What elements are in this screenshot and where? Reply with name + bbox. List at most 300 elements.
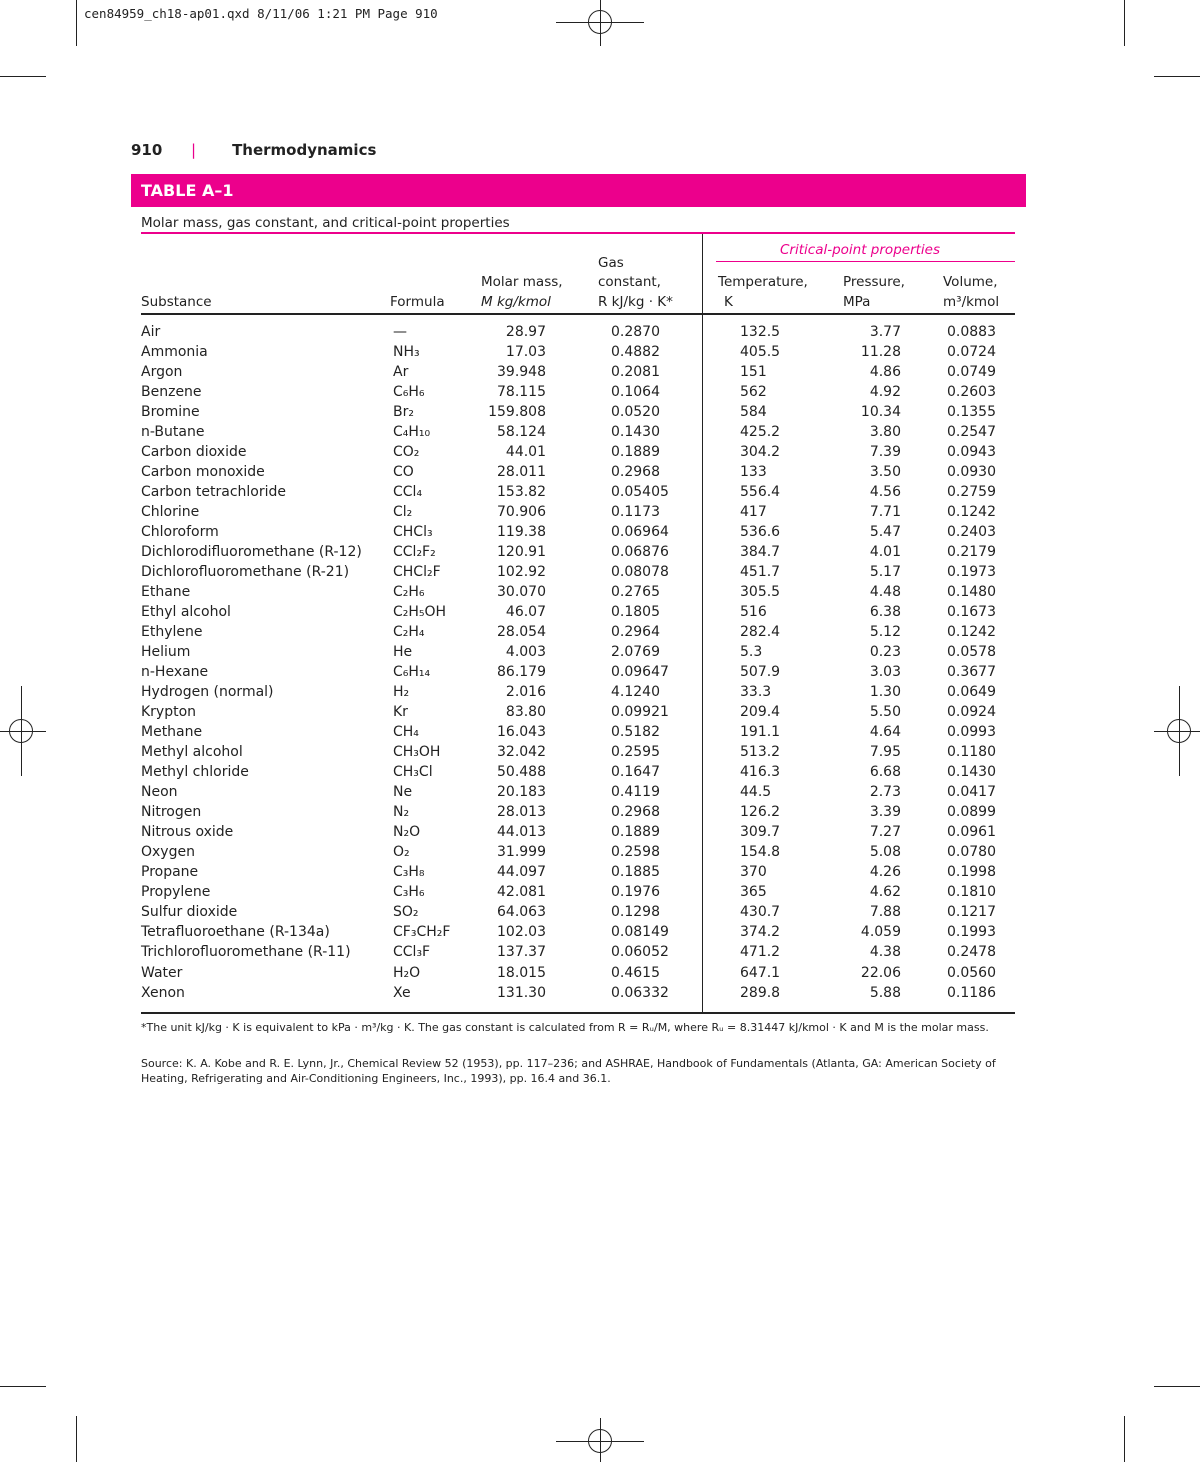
cell-gas-constant: 0.1064 [611, 384, 660, 401]
cell-molar-mass: 102.03 [497, 924, 546, 941]
cell-volume: 0.2603 [947, 384, 996, 401]
crop-mark-bottom-left-v [76, 1416, 77, 1462]
cell-substance: Ethane [141, 584, 191, 601]
header-molar-mass-2: M kg/kmol [481, 294, 551, 310]
cell-temperature: 5.3 [740, 644, 763, 661]
header-molar-mass-1: Molar mass, [481, 274, 563, 290]
crop-mark-bottom-right-v [1124, 1416, 1125, 1462]
table-body [141, 322, 1021, 1003]
cell-volume: 0.0560 [947, 964, 996, 981]
crop-mark-bottom-left-h [0, 1386, 46, 1387]
table-row [141, 702, 1021, 722]
table-footnote: *The unit kJ/kg · K is equivalent to kPa · m³/kg · K. The gas constant is calculated from R = Rᵤ/M, where Rᵤ = 8.31447 kJ/kmol · K and M is the molar mass. [141, 1021, 989, 1034]
cell-volume: 0.1217 [947, 904, 996, 921]
cell-volume: 0.2403 [947, 524, 996, 541]
table-source: Source: K. A. Kobe and R. E. Lynn, Jr., Chemical Review 52 (1953), pp. 117–236; and ASHRAE, Handbook of Fundamentals (Atlanta, GA: American Society of Heating, Refrigerating and Air-Conditioning Engineers, Inc., 1993), pp. 16.4 and 36.1. [141, 1057, 996, 1085]
cell-gas-constant: 0.06332 [611, 984, 669, 1001]
cell-gas-constant: 0.08149 [611, 924, 669, 941]
cell-molar-mass: 4.003 [505, 644, 546, 661]
cell-gas-constant: 0.0520 [611, 404, 660, 421]
cell-gas-constant: 0.4882 [611, 344, 660, 361]
cell-volume: 0.0724 [947, 344, 996, 361]
cell-formula: CO [393, 464, 414, 481]
cell-gas-constant: 0.09647 [611, 664, 669, 681]
cell-volume: 0.1973 [947, 564, 996, 581]
cell-gas-constant: 0.2968 [611, 464, 660, 481]
cell-gas-constant: 0.2598 [611, 844, 660, 861]
table-row [141, 542, 1021, 562]
cell-pressure: 3.03 [869, 664, 901, 681]
cell-formula: Kr [393, 704, 408, 721]
cell-formula: CH₃OH [393, 744, 441, 761]
cell-gas-constant: 0.1647 [611, 764, 660, 781]
cell-molar-mass: 44.097 [497, 864, 546, 881]
cell-substance: Methane [141, 724, 203, 741]
table-row [141, 482, 1021, 502]
cell-volume: 0.2759 [947, 484, 996, 501]
cell-temperature: 513.2 [740, 744, 781, 761]
cell-temperature: 365 [740, 884, 767, 901]
header-gas-1: Gas [598, 255, 624, 271]
table-row [141, 802, 1021, 822]
header-gas-3: R kJ/kg · K* [598, 294, 673, 310]
table-row [141, 922, 1021, 942]
cell-formula: C₆H₆ [393, 384, 425, 401]
cell-substance: Neon [141, 784, 178, 801]
cell-temperature: 584 [740, 404, 767, 421]
cell-pressure: 2.73 [869, 784, 901, 801]
cell-formula: CF₃CH₂F [393, 924, 451, 941]
header-temperature-2: K [724, 294, 733, 310]
page-title: Thermodynamics [232, 141, 377, 159]
cell-temperature: 191.1 [740, 724, 781, 741]
cell-substance: n-Hexane [141, 664, 209, 681]
crop-mark-top-right-h [1154, 76, 1200, 77]
table-row [141, 342, 1021, 362]
table-row [141, 502, 1021, 522]
cell-volume: 0.0899 [947, 804, 996, 821]
table-label: TABLE A–1 [141, 181, 234, 200]
cell-volume: 0.0749 [947, 364, 996, 381]
cell-formula: C₃H₆ [393, 884, 425, 901]
cell-gas-constant: 0.1889 [611, 824, 660, 841]
cell-molar-mass: 2.016 [505, 684, 546, 701]
cell-pressure: 7.39 [869, 444, 901, 461]
cell-temperature: 425.2 [740, 424, 781, 441]
cell-gas-constant: 0.08078 [611, 564, 669, 581]
cell-pressure: 5.88 [869, 984, 901, 1001]
cell-temperature: 516 [740, 604, 767, 621]
cell-temperature: 430.7 [740, 904, 781, 921]
cell-temperature: 416.3 [740, 764, 781, 781]
cell-pressure: 5.08 [869, 844, 901, 861]
cell-temperature: 562 [740, 384, 767, 401]
cell-pressure: 7.95 [869, 744, 901, 761]
cell-formula: C₃H₈ [393, 864, 425, 881]
cell-formula: Xe [393, 984, 411, 1001]
cell-molar-mass: 39.948 [497, 364, 546, 381]
cell-gas-constant: 0.5182 [611, 724, 660, 741]
cell-volume: 0.1998 [947, 864, 996, 881]
cell-molar-mass: 64.063 [497, 904, 546, 921]
cell-substance: Bromine [141, 404, 200, 421]
cell-formula: H₂ [393, 684, 410, 701]
cell-volume: 0.1993 [947, 924, 996, 941]
cell-volume: 0.1180 [947, 744, 996, 761]
cell-formula: C₄H₁₀ [393, 424, 431, 441]
table-row [141, 983, 1021, 1003]
cell-volume: 0.0417 [947, 784, 996, 801]
cell-formula: SO₂ [393, 904, 419, 921]
cell-pressure: 1.30 [869, 684, 901, 701]
cell-pressure: 7.88 [869, 904, 901, 921]
cell-pressure: 6.68 [869, 764, 901, 781]
cell-substance: Air [141, 324, 161, 340]
cell-molar-mass: 28.054 [497, 624, 546, 641]
cell-volume: 0.1242 [947, 504, 996, 521]
cell-pressure: 3.77 [869, 324, 901, 340]
table-row [141, 402, 1021, 422]
cell-temperature: 471.2 [740, 944, 781, 961]
cell-temperature: 556.4 [740, 484, 781, 501]
cell-gas-constant: 0.1805 [611, 604, 660, 621]
cell-gas-constant: 0.2595 [611, 744, 660, 761]
critical-point-underline [716, 261, 1015, 262]
cell-gas-constant: 0.05405 [611, 484, 669, 501]
page-number: 910 [131, 141, 163, 159]
header-divider: | [191, 141, 197, 159]
cell-pressure: 3.80 [869, 424, 901, 441]
cell-formula: C₂H₅OH [393, 604, 447, 621]
cell-substance: Chlorine [141, 504, 200, 521]
cell-substance: Tetrafluoroethane (R-134a) [141, 924, 330, 941]
cell-pressure: 7.27 [869, 824, 901, 841]
cell-molar-mass: 58.124 [497, 424, 546, 441]
cell-temperature: 126.2 [740, 804, 781, 821]
cell-pressure: 5.50 [869, 704, 901, 721]
table-row [141, 422, 1021, 442]
cell-molar-mass: 44.01 [505, 444, 546, 461]
cell-pressure: 4.62 [869, 884, 901, 901]
cell-molar-mass: 17.03 [505, 344, 546, 361]
cell-molar-mass: 102.92 [497, 564, 546, 581]
cell-substance: Carbon tetrachloride [141, 484, 286, 501]
cell-pressure: 4.059 [860, 924, 901, 941]
cell-molar-mass: 119.38 [497, 524, 546, 541]
crop-mark-top-right-v [1124, 0, 1125, 46]
cell-gas-constant: 0.06052 [611, 944, 669, 961]
cell-volume: 0.3677 [947, 664, 996, 681]
cell-substance: Dichlorofluoromethane (R-21) [141, 564, 350, 581]
table-row [141, 742, 1021, 762]
cell-molar-mass: 16.043 [497, 724, 546, 741]
cell-gas-constant: 0.2081 [611, 364, 660, 381]
cell-substance: Sulfur dioxide [141, 904, 238, 921]
cell-formula: C₂H₆ [393, 584, 425, 601]
critical-point-title: Critical-point properties [780, 242, 940, 258]
cell-molar-mass: 20.183 [497, 784, 546, 801]
registration-mark-right-h [1154, 731, 1200, 732]
cell-molar-mass: 131.30 [497, 984, 546, 1001]
cell-gas-constant: 0.2968 [611, 804, 660, 821]
cell-volume: 0.0883 [947, 324, 996, 340]
table-row [141, 362, 1021, 382]
table-row [141, 622, 1021, 642]
cell-formula: Cl₂ [393, 504, 413, 521]
cell-molar-mass: 83.80 [505, 704, 546, 721]
cell-gas-constant: 0.2964 [611, 624, 660, 641]
registration-mark-right-v [1179, 686, 1180, 776]
table-row [141, 722, 1021, 742]
cell-formula: NH₃ [393, 344, 420, 361]
cell-volume: 0.0780 [947, 844, 996, 861]
cell-pressure: 4.26 [869, 864, 901, 881]
crop-mark-bottom-right-h [1154, 1386, 1200, 1387]
cell-molar-mass: 31.999 [497, 844, 546, 861]
cell-molar-mass: 153.82 [497, 484, 546, 501]
cell-formula: Ne [393, 784, 413, 801]
table-row [141, 963, 1021, 983]
cell-temperature: 33.3 [740, 684, 772, 701]
cell-pressure: 22.06 [860, 964, 901, 981]
cell-temperature: 309.7 [740, 824, 781, 841]
table-label-banner [131, 174, 1026, 207]
cell-substance: Ethyl alcohol [141, 604, 231, 621]
cell-substance: Hydrogen (normal) [141, 684, 274, 701]
cell-substance: Argon [141, 364, 183, 381]
cell-temperature: 507.9 [740, 664, 781, 681]
table-row [141, 602, 1021, 622]
cell-pressure: 7.71 [869, 504, 901, 521]
cell-volume: 0.2478 [947, 944, 996, 961]
table-row [141, 882, 1021, 902]
cell-molar-mass: 70.906 [497, 504, 546, 521]
cell-volume: 0.0930 [947, 464, 996, 481]
cell-molar-mass: 28.97 [505, 324, 546, 340]
cell-volume: 0.0578 [947, 644, 996, 661]
cell-gas-constant: 0.09921 [611, 704, 669, 721]
cell-gas-constant: 0.4615 [611, 964, 660, 981]
cell-gas-constant: 0.06964 [611, 524, 669, 541]
cell-temperature: 282.4 [740, 624, 781, 641]
cell-molar-mass: 30.070 [497, 584, 546, 601]
cell-gas-constant: 0.2870 [611, 324, 660, 340]
cell-temperature: 304.2 [740, 444, 781, 461]
table-bottom-rule [141, 1012, 1015, 1014]
cell-substance: Carbon dioxide [141, 444, 247, 461]
cell-formula: CCl₄ [393, 484, 423, 501]
cell-gas-constant: 0.1298 [611, 904, 660, 921]
cell-molar-mass: 32.042 [497, 744, 546, 761]
cell-temperature: 647.1 [740, 964, 781, 981]
cell-substance: Propane [141, 864, 199, 881]
cell-substance: Ammonia [141, 344, 208, 361]
cell-substance: Krypton [141, 704, 197, 721]
table-row [141, 562, 1021, 582]
table-row [141, 662, 1021, 682]
cell-pressure: 5.17 [869, 564, 901, 581]
cell-temperature: 384.7 [740, 544, 781, 561]
cell-formula: CHCl₂F [393, 564, 441, 581]
cell-molar-mass: 137.37 [497, 944, 546, 961]
cell-temperature: 209.4 [740, 704, 781, 721]
cell-substance: Chloroform [141, 524, 219, 541]
cell-molar-mass: 42.081 [497, 884, 546, 901]
table-row [141, 442, 1021, 462]
cell-formula: Br₂ [393, 404, 414, 421]
cell-pressure: 5.12 [869, 624, 901, 641]
cell-temperature: 132.5 [740, 324, 781, 340]
cell-gas-constant: 2.0769 [611, 644, 660, 661]
page-header [131, 141, 376, 159]
cell-molar-mass: 28.011 [497, 464, 546, 481]
cell-pressure: 3.50 [869, 464, 901, 481]
cell-volume: 0.1242 [947, 624, 996, 641]
cell-gas-constant: 0.1889 [611, 444, 660, 461]
cell-molar-mass: 159.808 [488, 404, 546, 421]
cell-pressure: 4.01 [869, 544, 901, 561]
cell-pressure: 11.28 [860, 344, 901, 361]
cell-formula: He [393, 644, 413, 661]
cell-substance: Propylene [141, 884, 211, 901]
cell-substance: Trichlorofluoromethane (R-11) [141, 944, 351, 961]
cell-molar-mass: 78.115 [497, 384, 546, 401]
cell-formula: N₂ [393, 804, 410, 821]
registration-mark-bottom-v [600, 1418, 601, 1462]
cell-temperature: 451.7 [740, 564, 781, 581]
cell-molar-mass: 28.013 [497, 804, 546, 821]
cell-gas-constant: 0.2765 [611, 584, 660, 601]
cell-volume: 0.0961 [947, 824, 996, 841]
cell-substance: Carbon monoxide [141, 464, 265, 481]
header-formula: Formula [390, 294, 445, 310]
cell-pressure: 10.34 [860, 404, 901, 421]
cell-substance: n-Butane [141, 424, 205, 441]
cell-formula: H₂O [393, 964, 421, 981]
cell-gas-constant: 4.1240 [611, 684, 660, 701]
cell-volume: 0.0649 [947, 684, 996, 701]
cell-formula: — [393, 324, 407, 340]
crop-mark-top-left-v [76, 0, 77, 46]
cell-gas-constant: 0.1430 [611, 424, 660, 441]
cell-volume: 0.2547 [947, 424, 996, 441]
cell-formula: CH₃Cl [393, 764, 433, 781]
cell-molar-mass: 120.91 [497, 544, 546, 561]
cell-gas-constant: 0.1976 [611, 884, 660, 901]
cell-volume: 0.2179 [947, 544, 996, 561]
table-caption: Molar mass, gas constant, and critical-point properties [141, 215, 510, 231]
cell-substance: Oxygen [141, 844, 195, 861]
table-row [141, 582, 1021, 602]
header-pressure-2: MPa [843, 294, 871, 310]
cell-temperature: 374.2 [740, 924, 781, 941]
table-row [141, 862, 1021, 882]
cell-substance: Ethylene [141, 624, 203, 641]
header-temperature-1: Temperature, [718, 274, 808, 290]
table-row [141, 902, 1021, 922]
table-row [141, 782, 1021, 802]
cell-pressure: 4.86 [869, 364, 901, 381]
table-row [141, 522, 1021, 542]
cell-pressure: 4.48 [869, 584, 901, 601]
cell-substance: Benzene [141, 384, 202, 401]
cell-volume: 0.1355 [947, 404, 996, 421]
cell-temperature: 151 [740, 364, 767, 381]
cell-temperature: 305.5 [740, 584, 781, 601]
header-volume-2: m³/kmol [943, 294, 1000, 310]
cell-volume: 0.1430 [947, 764, 996, 781]
cell-substance: Methyl alcohol [141, 744, 243, 761]
cell-substance: Xenon [141, 984, 185, 1001]
header-substance: Substance [141, 294, 212, 310]
header-gas-2: constant, [598, 274, 661, 290]
cell-pressure: 4.92 [869, 384, 901, 401]
table-row [141, 682, 1021, 702]
table-row [141, 642, 1021, 662]
cell-gas-constant: 0.06876 [611, 544, 669, 561]
table-row [141, 762, 1021, 782]
table-row [141, 382, 1021, 402]
header-bottom-rule [141, 313, 1015, 315]
cell-volume: 0.0943 [947, 444, 996, 461]
print-slug: cen84959_ch18-ap01.qxd 8/11/06 1:21 PM Page 910 [84, 6, 438, 21]
cell-substance: Nitrous oxide [141, 824, 234, 841]
cell-substance: Helium [141, 644, 191, 661]
crop-mark-top-left-h [0, 76, 46, 77]
cell-volume: 0.1186 [947, 984, 996, 1001]
cell-pressure: 4.56 [869, 484, 901, 501]
cell-gas-constant: 0.1173 [611, 504, 660, 521]
cell-pressure: 4.38 [869, 944, 901, 961]
cell-pressure: 0.23 [869, 644, 901, 661]
cell-temperature: 536.6 [740, 524, 781, 541]
cell-temperature: 405.5 [740, 344, 781, 361]
cell-formula: CCl₃F [393, 944, 431, 961]
cell-volume: 0.1810 [947, 884, 996, 901]
cell-pressure: 6.38 [869, 604, 901, 621]
cell-volume: 0.0993 [947, 724, 996, 741]
cell-temperature: 133 [740, 464, 767, 481]
table-row [141, 462, 1021, 482]
cell-formula: N₂O [393, 824, 421, 841]
registration-mark-left-h [0, 731, 46, 732]
cell-temperature: 154.8 [740, 844, 781, 861]
cell-formula: O₂ [393, 844, 410, 861]
cell-volume: 0.1673 [947, 604, 996, 621]
cell-temperature: 370 [740, 864, 767, 881]
cell-molar-mass: 18.015 [497, 964, 546, 981]
table-row [141, 942, 1021, 962]
caption-underline [141, 232, 1015, 234]
cell-substance: Methyl chloride [141, 764, 249, 781]
registration-mark-left-v [21, 686, 22, 776]
cell-formula: CCl₂F₂ [393, 544, 436, 561]
registration-mark-top-v [600, 0, 601, 46]
cell-molar-mass: 86.179 [497, 664, 546, 681]
cell-formula: Ar [393, 364, 409, 381]
cell-pressure: 5.47 [869, 524, 901, 541]
cell-molar-mass: 46.07 [505, 604, 546, 621]
cell-formula: C₂H₄ [393, 624, 425, 641]
cell-formula: CO₂ [393, 444, 420, 461]
cell-molar-mass: 50.488 [497, 764, 546, 781]
cell-temperature: 417 [740, 504, 767, 521]
cell-substance: Dichlorodifluoromethane (R-12) [141, 544, 362, 561]
cell-gas-constant: 0.1885 [611, 864, 660, 881]
cell-molar-mass: 44.013 [497, 824, 546, 841]
cell-gas-constant: 0.4119 [611, 784, 660, 801]
table-row [141, 322, 1021, 342]
